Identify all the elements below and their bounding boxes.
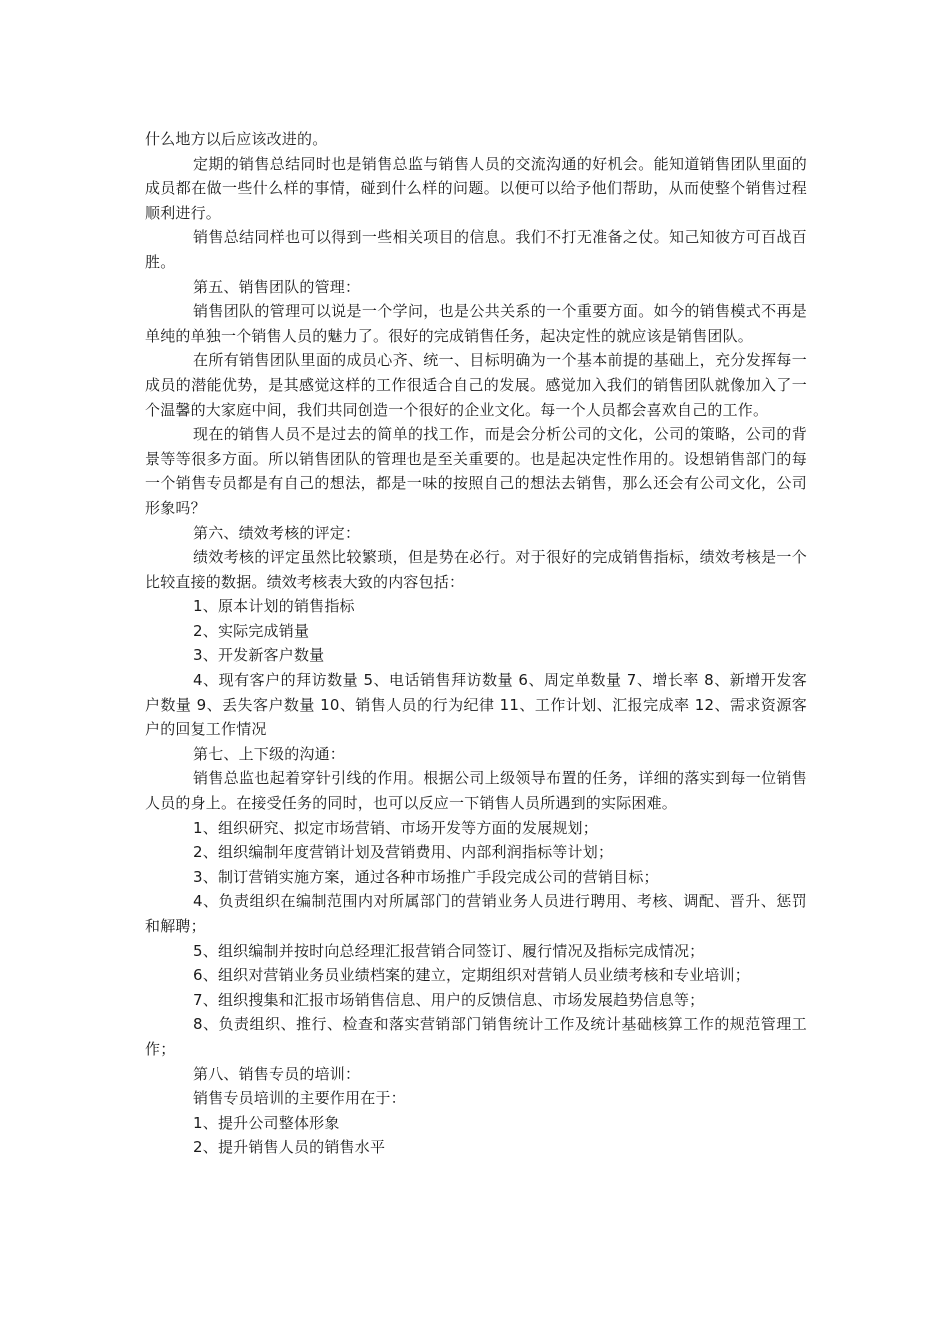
list-item: 8、负责组织、推行、检查和落实营销部门销售统计工作及统计基础核算工作的规范管理工作； bbox=[145, 1015, 807, 1058]
list-item: 3、制订营销实施方案，通过各种市场推广手段完成公司的营销目标； bbox=[193, 867, 659, 886]
list-item: 4、现有客户的拜访数量 5、电话销售拜访数量 6、周定单数量 7、增长率 8、新增开发客户数量 9、丢失客户数量 10、销售人员的行为纪律 11、工作计划、汇报完成率 12、需求资源客户的回复工作情况 bbox=[145, 671, 807, 739]
paragraph: 销售总监也起着穿针引线的作用。根据公司上级领导布置的任务，详细的落实到每一位销售人员的身上。在接受任务的同时，也可以反应一下销售人员所遇到的实际困难。 bbox=[145, 769, 807, 813]
section-heading: 第七、上下级的沟通： bbox=[193, 744, 346, 763]
list-item: 7、组织搜集和汇报市场销售信息、用户的反馈信息、市场发展趋势信息等； bbox=[193, 990, 705, 1009]
section-heading: 第五、销售团队的管理： bbox=[193, 277, 361, 296]
list-item: 3、开发新客户数量 bbox=[193, 646, 325, 665]
paragraph: 绩效考核的评定虽然比较繁琐，但是势在必行。对于很好的完成销售指标，绩效考核是一个比较直接的数据。绩效考核表大致的内容包括： bbox=[145, 548, 807, 591]
list-item: 2、组织编制年度营销计划及营销费用、内部利润指标等计划； bbox=[193, 843, 614, 862]
paragraph: 销售总结同样也可以得到一些相关项目的信息。我们不打无准备之仗。知己知彼方可百战百胜。 bbox=[145, 228, 807, 271]
paragraph: 销售团队的管理可以说是一个学问，也是公共关系的一个重要方面。如今的销售模式不再是单纯的单独一个销售人员的魅力了。很好的完成销售任务，起决定性的就应该是销售团队。 bbox=[145, 302, 807, 345]
section-heading: 第六、绩效考核的评定： bbox=[193, 523, 361, 542]
paragraph: 销售专员培训的主要作用在于： bbox=[193, 1089, 406, 1108]
list-item: 6、组织对营销业务员业绩档案的建立，定期组织对营销人员业绩考核和专业培训； bbox=[193, 966, 750, 985]
list-item: 1、原本计划的销售指标 bbox=[193, 597, 355, 616]
list-item: 2、提升销售人员的销售水平 bbox=[193, 1138, 386, 1157]
list-item: 2、实际完成销量 bbox=[193, 621, 310, 640]
paragraph: 什么地方以后应该改进的。 bbox=[145, 130, 328, 148]
paragraph: 在所有销售团队里面的成员心齐、统一、目标明确为一个基本前提的基础上，充分发挥每一成员的潜能优势，是其感觉这样的工作很适合自己的发展。感觉加入我们的销售团队就像加入了一个温馨的大家庭中间，我们共同创造一个很好的企业文化。每一个人员都会喜欢自己的工作。 bbox=[145, 351, 807, 419]
list-item: 1、组织研究、拟定市场营销、市场开发等方面的发展规划； bbox=[193, 818, 598, 837]
list-item: 5、组织编制并按时向总经理汇报营销合同签订、履行情况及指标完成情况； bbox=[193, 941, 705, 960]
document-page bbox=[145, 127, 807, 1160]
paragraph: 定期的销售总结同时也是销售总监与销售人员的交流沟通的好机会。能知道销售团队里面的成员都在做一些什么样的事情，碰到什么样的问题。以便可以给予他们帮助，从而使整个销售过程顺利进行。 bbox=[145, 154, 807, 222]
list-item: 4、负责组织在编制范围内对所属部门的营销业务人员进行聘用、考核、调配、晋升、惩罚和解聘； bbox=[145, 892, 807, 935]
list-item: 1、提升公司整体形象 bbox=[193, 1113, 340, 1132]
paragraph: 现在的销售人员不是过去的简单的找工作，而是会分析公司的文化，公司的策略，公司的背景等等很多方面。所以销售团队的管理也是至关重要的。也是起决定性作用的。设想销售部门的每一个销售专员都是有自己的想法，都是一味的按照自己的想法去销售，那么还会有公司文化，公司形象吗？ bbox=[145, 425, 807, 517]
section-heading: 第八、销售专员的培训： bbox=[193, 1064, 361, 1083]
